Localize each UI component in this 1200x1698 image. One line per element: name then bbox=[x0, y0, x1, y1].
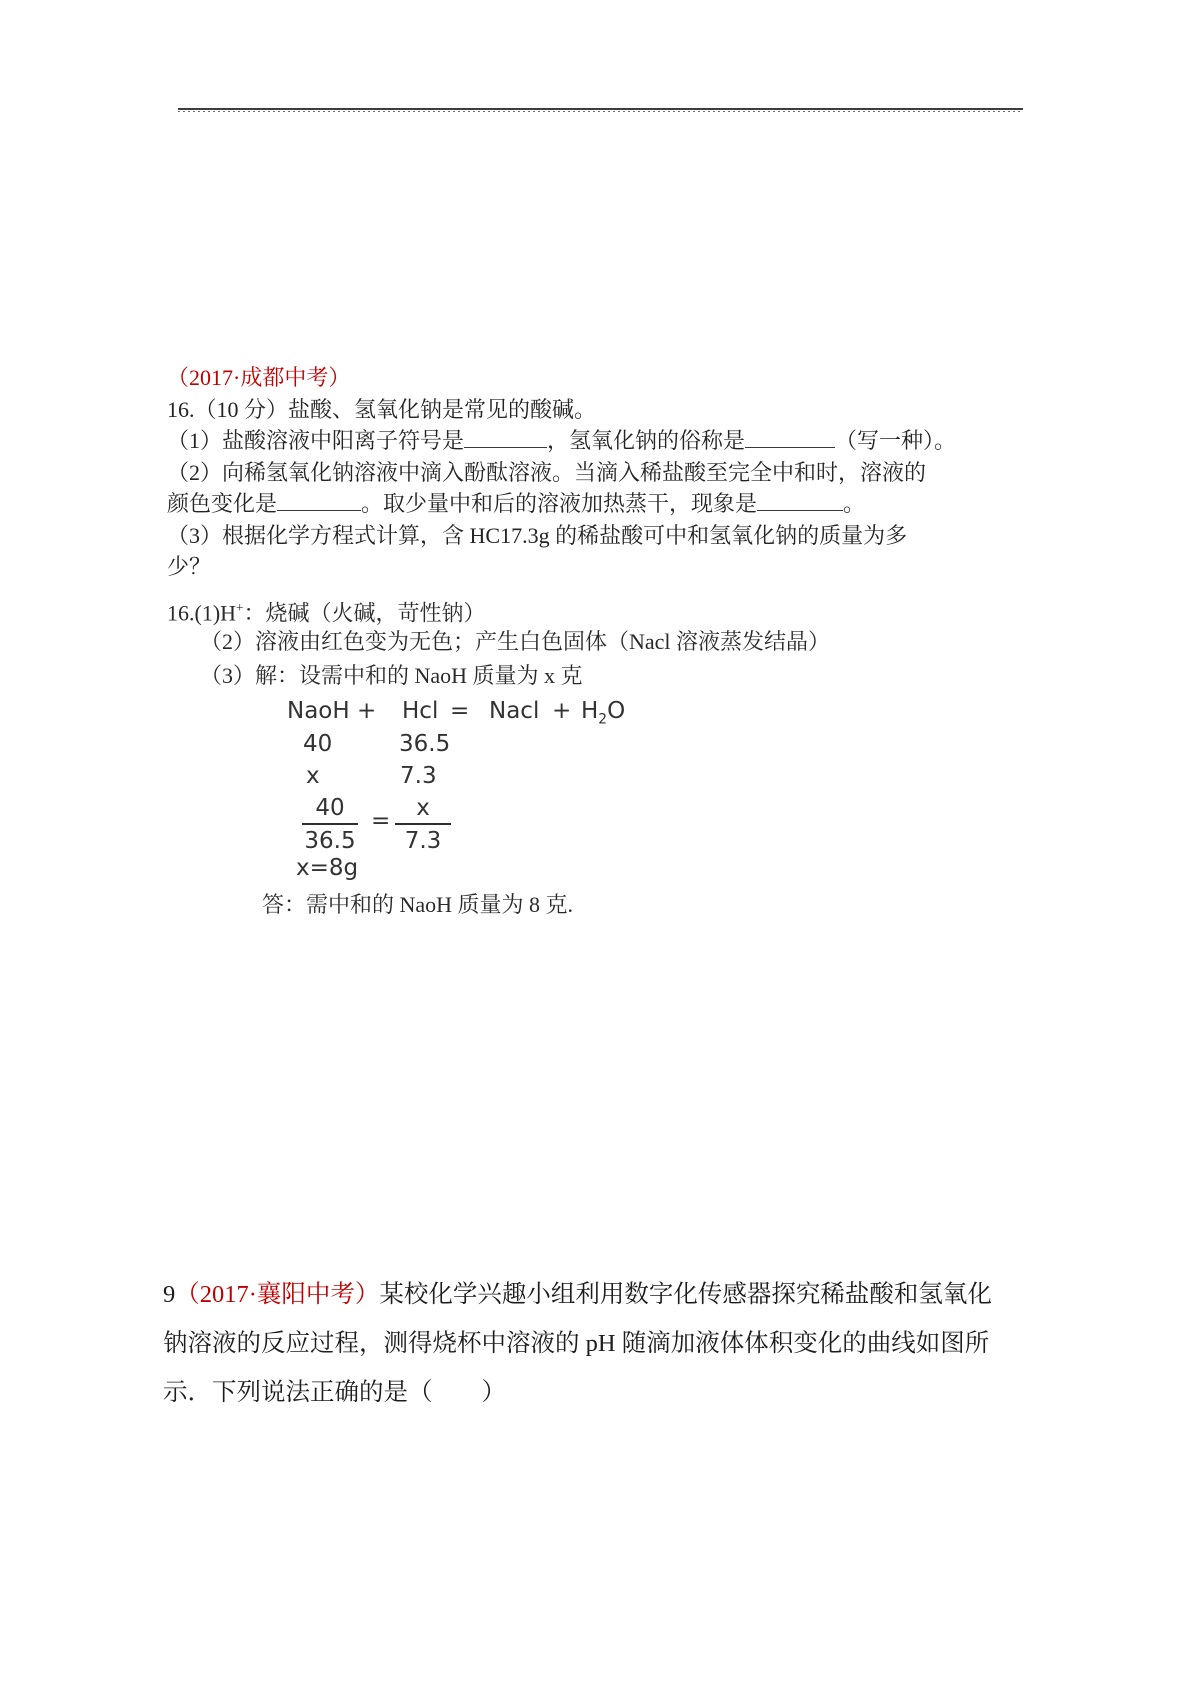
q16-part3-line2: 少？ bbox=[167, 554, 212, 579]
answer-blank-1 bbox=[464, 426, 547, 448]
fraction-left-denominator: 36.5 bbox=[304, 828, 356, 854]
q16-part1 bbox=[167, 425, 987, 457]
q16-part2-text-b: 。取少量中和后的溶液加热蒸干，现象是 bbox=[361, 491, 758, 516]
answer-blank-3 bbox=[277, 489, 361, 511]
answer-part3: （3）解：设需中和的 NaoH 质量为 x 克 bbox=[200, 663, 583, 688]
header-rule-solid bbox=[178, 108, 1023, 110]
q16-part3-line1: （3）根据化学方程式计算，含 HC17.3g 的稀盐酸可中和氢氧化钠的质量为多 bbox=[167, 522, 908, 548]
q16-part2-text-c: 。 bbox=[843, 491, 866, 516]
q16-part1-text-a: （1）盐酸溶液中阳离子符号是 bbox=[167, 428, 465, 453]
q16-stem: 16.（10 分）盐酸、氢氧化钠是常见的酸碱。 bbox=[167, 396, 597, 422]
unknown-x: x bbox=[306, 763, 320, 789]
answer-part1 bbox=[167, 591, 927, 625]
fraction-right-numerator: x bbox=[395, 795, 451, 825]
q9-line2: 钠溶液的反应过程，测得烧杯中溶液的 pH 随滴加液体体积变化的曲线如图所 bbox=[163, 1330, 990, 1357]
molar-mass-hcl: 36.5 bbox=[399, 731, 451, 757]
q16-source-tag: （2017·成都中考） bbox=[167, 365, 351, 390]
answer-part2: （2）溶液由红色变为无色；产生白色固体（Nacl 溶液蒸发结晶） bbox=[200, 629, 831, 654]
proportion-equals: = bbox=[371, 808, 391, 834]
fraction-left-numerator: 40 bbox=[302, 795, 358, 825]
h2o-subscript-2: 2 bbox=[598, 711, 608, 728]
molar-mass-naoh: 40 bbox=[303, 731, 333, 757]
superscript-plus: + bbox=[236, 600, 244, 615]
answer-16-block bbox=[167, 591, 927, 693]
equation-hcl: Hcl bbox=[402, 698, 439, 724]
h2o-h: H bbox=[581, 698, 599, 724]
q9-source-tag: （2017·襄阳中考） bbox=[175, 1281, 380, 1308]
q16-part1-text-c: （写一种）。 bbox=[835, 428, 957, 453]
q9-number: 9 bbox=[163, 1281, 176, 1308]
fraction-left bbox=[302, 795, 358, 854]
fraction-right-denominator: 7.3 bbox=[404, 828, 442, 854]
equation-plus-1: + bbox=[357, 698, 377, 724]
q16-part2-line1: （2）向稀氢氧化钠溶液中滴入酚酞溶液。当滴入稀盐酸至完全中和时，溶液的 bbox=[167, 459, 927, 485]
q16-part2-line2 bbox=[167, 488, 987, 520]
equation-naoh: NaoH bbox=[287, 698, 350, 724]
fraction-right bbox=[395, 795, 451, 854]
question-16-block bbox=[167, 362, 987, 583]
answer-blank-4 bbox=[757, 489, 843, 511]
answer-blank-2 bbox=[745, 426, 835, 448]
equation-plus-2: + bbox=[552, 698, 572, 724]
q9-line1 bbox=[163, 1270, 993, 1319]
given-mass-hcl: 7.3 bbox=[400, 763, 437, 789]
solution-result: x=8g bbox=[296, 855, 359, 881]
equation-equals: = bbox=[450, 698, 470, 724]
final-answer-sentence: 答：需中和的 NaoH 质量为 8 克. bbox=[262, 892, 574, 917]
question-9-block bbox=[163, 1270, 993, 1417]
answer-part1-pre: 16.(1)H bbox=[167, 600, 237, 626]
header-rule-dotted bbox=[178, 111, 1023, 112]
header-rule bbox=[178, 108, 1023, 112]
h2o-o: O bbox=[607, 698, 626, 724]
answer-part1-post: ：烧碱（火碱，苛性钠） bbox=[243, 600, 486, 626]
q16-part2-text-a: 颜色变化是 bbox=[167, 491, 278, 516]
q9-line3: 示．下列说法正确的是（ ） bbox=[163, 1379, 506, 1406]
q9-line1-text: 某校化学兴趣小组利用数字化传感器探究稀盐酸和氢氧化 bbox=[379, 1281, 992, 1308]
q16-part1-text-b: ，氢氧化钠的俗称是 bbox=[547, 428, 746, 453]
equation-nacl: Nacl bbox=[489, 698, 540, 724]
equation-h2o bbox=[581, 698, 625, 728]
